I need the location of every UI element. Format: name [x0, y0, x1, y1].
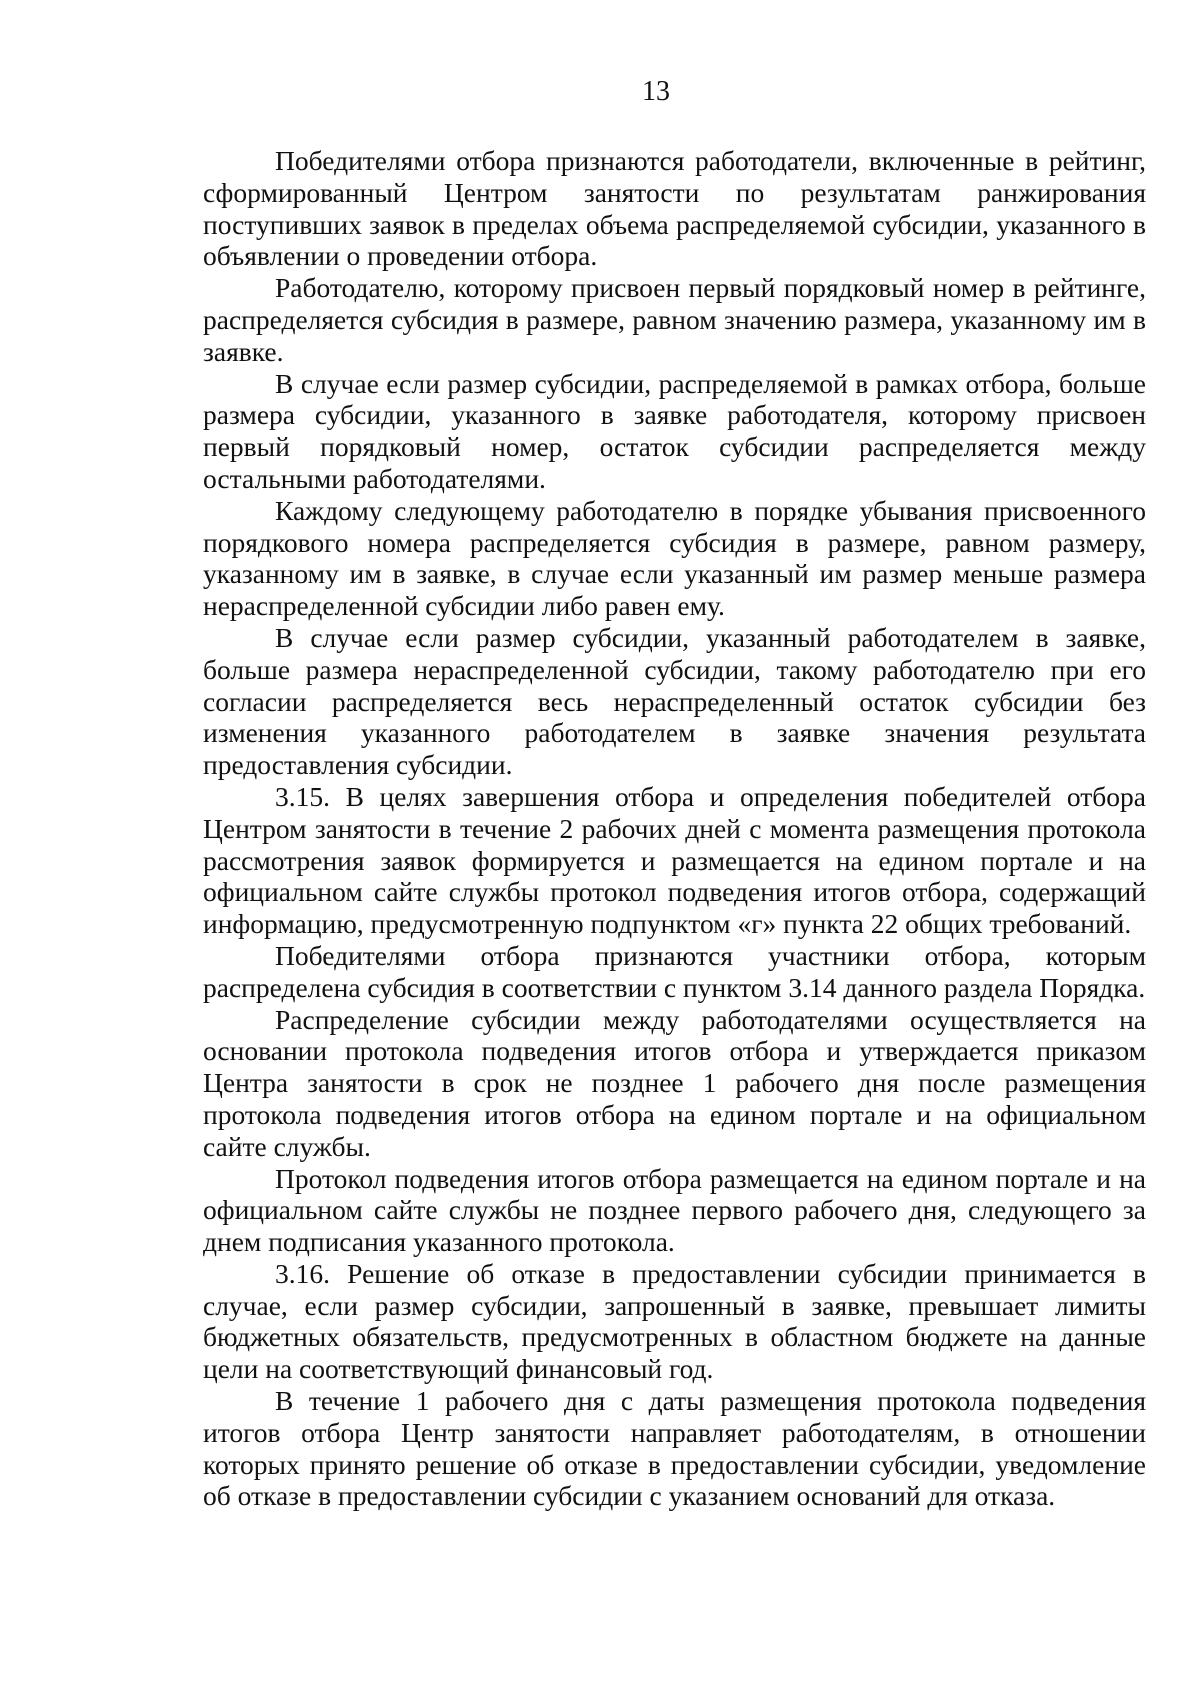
page-number: 13 [642, 76, 670, 107]
paragraph-3-16: 3.16. Решение об отказе в предоставлении субсидии принимается в случае, если размер субсидии, запрошенный в заявке, превышает лимиты бюджетных обязательств, предусмотренных в областном бюджете на данные цели на соответствующий финансовый год. [203, 1257, 1146, 1385]
paragraph-refusal-notice: В течение 1 рабочего дня с даты размещения протокола подведения итогов отбора Центр занятости направляет работодателям, в отношении которых принято решение об отказе в предоставлении субсидии, уведомление об отказе в предоставлении субсидии с указанием оснований для отказа. [203, 1385, 1146, 1512]
document-body [203, 145, 1146, 1512]
paragraph-protocol-publication: Протокол подведения итогов отбора размещается на едином портале и на официальном сайте службы не позднее первого рабочего дня, следующего за днем подписания указанного протокола. [203, 1162, 1146, 1258]
paragraph-first-number: Работодателю, которому присвоен первый порядковый номер в рейтинге, распределяется субсидия в размере, равном значению размера, указанному им в заявке. [203, 272, 1146, 367]
paragraph-larger-request: В случае если размер субсидии, указанный работодателем в заявке, больше размера нераспределенной субсидии, такому работодателю при его согласии распределяется весь нераспределенный остаток субсидии без изменения указанного работодателем в заявке значения результата предоставления субсидии. [203, 621, 1146, 781]
paragraph-next-employer: Каждому следующему работодателю в порядке убывания присвоенного порядкового номера распределяется субсидия в размере, равном размеру, указанному им в заявке, в случае если указанный им размер меньше размера нераспределенной субсидии либо равен ему. [203, 494, 1146, 622]
paragraph-winners-rating: Победителями отбора признаются работодатели, включенные в рейтинг, сформированный Центром занятости по результатам ранжирования поступивших заявок в пределах объема распределяемой субсидии, указанного в объявлении о проведении отбора. [203, 145, 1146, 272]
paragraph-3-15: 3.15. В целях завершения отбора и определения победителей отбора Центром занятости в течение 2 рабочих дней с момента размещения протокола рассмотрения заявок формируется и размещается на едином портале и на официальном сайте службы протокол подведения итогов отбора, содержащий информацию, предусмотренную подпунктом «г» пункта 22 общих требований. [203, 780, 1146, 940]
paragraph-remainder: В случае если размер субсидии, распределяемой в рамках отбора, больше размера субсидии, указанного в заявке работодателя, которому присвоен первый порядковый номер, остаток субсидии распределяется между остальными работодателями. [203, 367, 1146, 494]
paragraph-distribution-order: Распределение субсидии между работодателями осуществляется на основании протокола подведения итогов отбора и утверждается приказом Центра занятости в срок не позднее 1 рабочего дня после размещения протокола подведения итогов отбора на едином портале и на официальном сайте службы. [203, 1003, 1146, 1162]
paragraph-winners-participants: Победителями отбора признаются участники отбора, которым распределена субсидия в соответствии с пунктом 3.14 данного раздела Порядка. [203, 939, 1146, 1003]
